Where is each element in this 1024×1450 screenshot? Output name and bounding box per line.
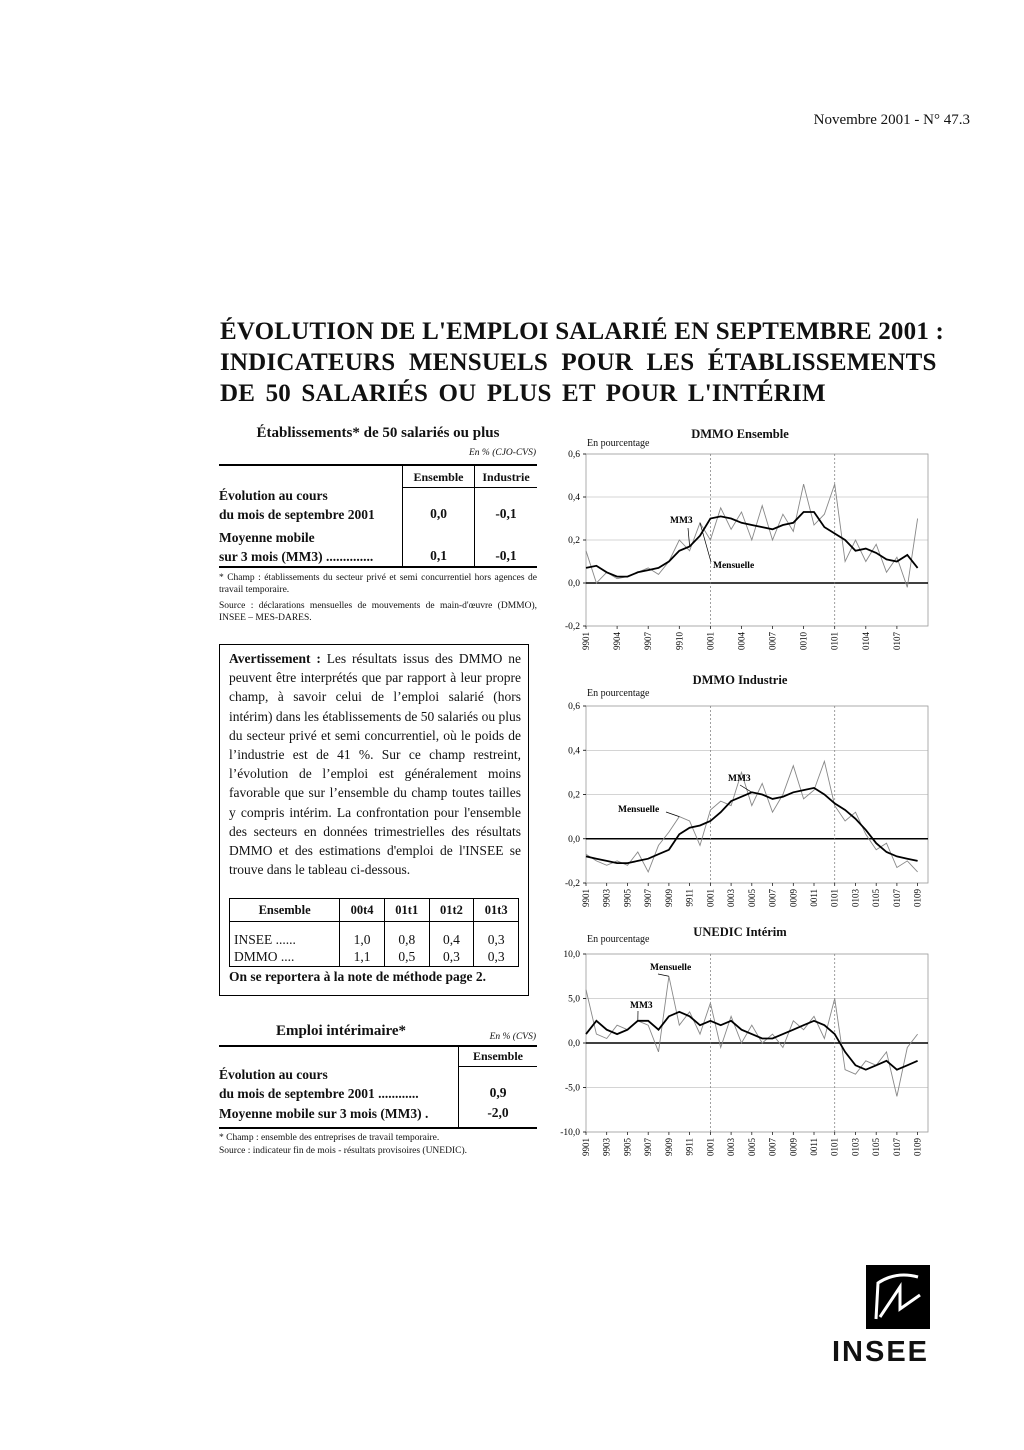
x-tick-label: 0103 bbox=[850, 1138, 861, 1156]
x-tick-label: 0107 bbox=[891, 889, 902, 907]
chart-dmmo-industrie bbox=[548, 700, 938, 925]
comparison-cell: 0,3 bbox=[429, 948, 474, 967]
estab-row2-industrie: -0,1 bbox=[495, 548, 517, 563]
estab-row1-industrie: -0,1 bbox=[495, 506, 517, 521]
x-tick-label: 0007 bbox=[767, 889, 778, 907]
interim-row1-value: 0,9 bbox=[489, 1085, 507, 1100]
x-tick-label: 0010 bbox=[798, 632, 809, 650]
chart3-title: UNEDIC Intérim bbox=[693, 925, 787, 939]
estab-bottom-rule bbox=[219, 566, 537, 568]
annotation-leader bbox=[658, 974, 669, 976]
x-tick-label: 9903 bbox=[601, 889, 612, 907]
x-tick-label: 0103 bbox=[850, 889, 861, 907]
comparison-col-00t4: 00t4 bbox=[340, 899, 385, 922]
x-tick-label: 0104 bbox=[860, 632, 871, 650]
y-tick-label: 0,6 bbox=[568, 702, 580, 712]
annotation-label: MM3 bbox=[670, 516, 693, 526]
x-tick-label: 0003 bbox=[726, 889, 737, 907]
x-tick-label: 0105 bbox=[871, 889, 882, 907]
interim-title: Emploi intérimaire* bbox=[275, 1023, 407, 1039]
annotation-leader bbox=[700, 523, 711, 562]
x-tick-label: 9903 bbox=[601, 1138, 612, 1156]
y-tick-label: 5,0 bbox=[568, 994, 580, 1005]
chart2-unit: En pourcentage bbox=[587, 688, 650, 699]
interim-row1-label bbox=[219, 1065, 419, 1103]
title-line-2: INDICATEURS MENSUELS POUR LES ÉTABLISSEMENTS bbox=[220, 349, 937, 376]
y-tick-label: -0,2 bbox=[564, 622, 580, 632]
comparison-cell: 1,0 bbox=[340, 922, 385, 948]
x-tick-label: 9905 bbox=[622, 889, 633, 907]
y-tick-label: 0,2 bbox=[568, 536, 580, 546]
comparison-cell: 1,1 bbox=[340, 948, 385, 967]
estab-col-ensemble: Ensemble bbox=[413, 470, 464, 484]
estab-row2-line1: Moyenne mobile bbox=[219, 530, 315, 545]
issue-date: Novembre 2001 - N° 47.3 bbox=[813, 112, 970, 128]
x-tick-label: 0109 bbox=[912, 1138, 923, 1156]
annotation-label: MM3 bbox=[728, 774, 751, 784]
comparison-cell: 0,3 bbox=[474, 948, 519, 967]
comparison-col-01t3: 01t3 bbox=[474, 899, 519, 922]
x-tick-label: 0109 bbox=[912, 889, 923, 907]
warning-lead: Avertissement : bbox=[229, 651, 321, 666]
x-tick-label: 0005 bbox=[746, 889, 757, 907]
estab-row2-line2: sur 3 mois (MM3) .............. bbox=[219, 549, 374, 564]
table-row bbox=[230, 948, 519, 967]
x-tick-label: 9910 bbox=[674, 632, 685, 650]
comparison-dmmo-label: DMMO .... bbox=[230, 948, 340, 967]
comparison-col-01t2: 01t2 bbox=[429, 899, 474, 922]
chart-unedic-interim bbox=[548, 948, 938, 1170]
x-tick-label: 9907 bbox=[643, 1138, 654, 1156]
x-tick-label: 9901 bbox=[581, 632, 591, 650]
x-tick-label: 9901 bbox=[581, 1138, 591, 1156]
x-tick-label: 0101 bbox=[829, 889, 840, 907]
estab-col-industrie: Industrie bbox=[482, 470, 530, 484]
interim-unit: En % (CVS) bbox=[489, 1032, 536, 1042]
annotation-label: Mensuelle bbox=[650, 963, 692, 973]
x-tick-label: 0107 bbox=[891, 632, 902, 650]
x-tick-label: 0011 bbox=[809, 889, 819, 907]
title-line-3: DE 50 SALARIÉS OU PLUS ET POUR L'INTÉRIM bbox=[220, 380, 826, 407]
x-tick-label: 0105 bbox=[871, 1138, 882, 1156]
estab-row2-label bbox=[219, 528, 373, 566]
x-tick-label: 9901 bbox=[581, 889, 591, 907]
estab-top-rule bbox=[219, 464, 537, 466]
estab-unit: En % (CJO-CVS) bbox=[468, 448, 536, 458]
x-tick-label: 0001 bbox=[705, 889, 716, 907]
x-tick-label: 0001 bbox=[705, 1138, 716, 1156]
interim-top-rule bbox=[219, 1045, 537, 1047]
x-tick-label: 0101 bbox=[829, 1138, 840, 1156]
y-tick-label: 0,4 bbox=[568, 493, 580, 503]
annotation-label: MM3 bbox=[630, 1001, 653, 1011]
comparison-cell: 0,3 bbox=[474, 922, 519, 948]
estab-title: Établissements* de 50 salariés ou plus bbox=[256, 425, 500, 441]
y-tick-label: 0,0 bbox=[568, 579, 580, 589]
interim-note-source: Source : indicateur fin de mois - résultats provisoires (UNEDIC). bbox=[219, 1146, 467, 1156]
x-tick-label: 9911 bbox=[684, 1138, 695, 1156]
interim-row1-line1: Évolution au cours bbox=[219, 1067, 328, 1082]
chart-dmmo-ensemble bbox=[548, 448, 938, 673]
estab-note-source: Source : déclarations mensuelles de mouvements de main-d'œuvre (DMMO), INSEE – MES-DARES. bbox=[219, 601, 537, 623]
interim-bottom-rule bbox=[219, 1127, 537, 1129]
x-tick-label: 9905 bbox=[622, 1138, 633, 1156]
series-mm3-line bbox=[586, 788, 918, 863]
insee-logo-mark bbox=[866, 1265, 930, 1329]
chart1-title: DMMO Ensemble bbox=[691, 427, 789, 441]
interim-col-ensemble: Ensemble bbox=[472, 1049, 523, 1063]
comparison-insee-label: INSEE ...... bbox=[230, 922, 340, 948]
comparison-cell: 0,5 bbox=[384, 948, 429, 967]
page-title bbox=[220, 316, 980, 409]
series-mm3-line bbox=[586, 1012, 918, 1070]
comparison-col-01t1: 01t1 bbox=[384, 899, 429, 922]
warning-footer: On se reportera à la note de méthode page 2. bbox=[229, 969, 486, 984]
chart3-unit: En pourcentage bbox=[587, 934, 650, 945]
warning-body: Les résultats issus des DMMO ne peuvent être interprétés que par rapport à leur propre champ, à savoir celui de l’emploi salarié (hors intérim) dans les établissements de 50 salariés ou plus du secteur privé et semi concurrentiel, où le poids de l’industrie est de 41 %. Sur ce champ restreint, l’évolution de l’emploi est généralement moins favorable que sur l’ensemble du champ toutes tailles y compris intérim. La confrontation pour l'ensemble des secteurs en données trimestrielles des résultats DMMO et des estimations d'emploi de l'INSEE se trouve dans le tableau ci-dessous. bbox=[229, 651, 521, 878]
comparison-table bbox=[229, 898, 519, 967]
chart1-unit: En pourcentage bbox=[587, 438, 650, 449]
x-tick-label: 0003 bbox=[726, 1138, 737, 1156]
x-tick-label: 0009 bbox=[788, 1138, 799, 1156]
x-tick-label: 0011 bbox=[809, 1138, 819, 1156]
comparison-cell: 0,8 bbox=[384, 922, 429, 948]
x-tick-label: 9907 bbox=[643, 632, 654, 650]
y-tick-label: 0,2 bbox=[568, 790, 580, 801]
estab-row1-ensemble: 0,0 bbox=[430, 506, 447, 521]
series-mensuelle-line bbox=[586, 976, 918, 1096]
annotation-label: Mensuelle bbox=[713, 561, 755, 571]
x-tick-label: 0101 bbox=[829, 632, 840, 650]
y-tick-label: 0,0 bbox=[568, 834, 580, 845]
estab-row1-line2: du mois de septembre 2001 bbox=[219, 507, 375, 522]
estab-note-champ: * Champ : établissements du secteur privé et semi concurrentiel hors agences de travail temporaire. bbox=[219, 573, 537, 595]
x-tick-label: 9909 bbox=[663, 889, 674, 907]
interim-row1-line2: du mois de septembre 2001 ............ bbox=[219, 1086, 419, 1101]
x-tick-label: 0107 bbox=[891, 1138, 902, 1156]
x-tick-label: 9907 bbox=[643, 889, 654, 907]
interim-note-champ: * Champ : ensemble des entreprises de travail temporaire. bbox=[219, 1133, 440, 1143]
interim-row2-label: Moyenne mobile sur 3 mois (MM3) . bbox=[219, 1106, 429, 1121]
y-tick-label: -10,0 bbox=[560, 1128, 580, 1138]
comparison-col-label: Ensemble bbox=[230, 899, 340, 922]
estab-row2-ensemble: 0,1 bbox=[430, 548, 447, 563]
y-tick-label: -5,0 bbox=[564, 1083, 580, 1094]
title-line-1: ÉVOLUTION DE L'EMPLOI SALARIÉ EN SEPTEMBRE 2001 : bbox=[220, 318, 944, 345]
comparison-header-row bbox=[230, 899, 519, 922]
estab-row1-line1: Évolution au cours bbox=[219, 488, 328, 503]
estab-row1-label bbox=[219, 486, 375, 524]
x-tick-label: 9911 bbox=[684, 889, 695, 907]
insee-logo-text: INSEE bbox=[832, 1336, 930, 1368]
warning-box bbox=[219, 644, 529, 996]
x-tick-label: 0001 bbox=[705, 632, 716, 650]
y-tick-label: -0,2 bbox=[564, 879, 580, 889]
interim-header-rule bbox=[458, 1066, 537, 1067]
x-tick-label: 9904 bbox=[612, 632, 623, 650]
series-mensuelle-line bbox=[586, 761, 918, 872]
x-tick-label: 0009 bbox=[788, 889, 799, 907]
x-tick-label: 9909 bbox=[663, 1138, 674, 1156]
estab-header-rule bbox=[402, 487, 537, 488]
annotation-label: Mensuelle bbox=[618, 805, 660, 815]
warning-text bbox=[229, 649, 521, 879]
table-row bbox=[230, 922, 519, 948]
chart2-title: DMMO Industrie bbox=[692, 673, 788, 687]
x-tick-label: 0007 bbox=[767, 1138, 778, 1156]
comparison-cell: 0,4 bbox=[429, 922, 474, 948]
y-tick-label: 10,0 bbox=[563, 950, 580, 960]
x-tick-label: 0007 bbox=[767, 632, 778, 650]
series-mensuelle-line bbox=[586, 484, 918, 587]
interim-row2-value: -2,0 bbox=[487, 1105, 509, 1120]
annotation-leader bbox=[666, 812, 679, 817]
x-tick-label: 0004 bbox=[736, 632, 747, 650]
y-tick-label: 0,0 bbox=[568, 1039, 580, 1049]
y-tick-label: 0,6 bbox=[568, 450, 580, 460]
y-tick-label: 0,4 bbox=[568, 746, 580, 757]
annotation-leader bbox=[688, 528, 690, 546]
x-tick-label: 0005 bbox=[746, 1138, 757, 1156]
